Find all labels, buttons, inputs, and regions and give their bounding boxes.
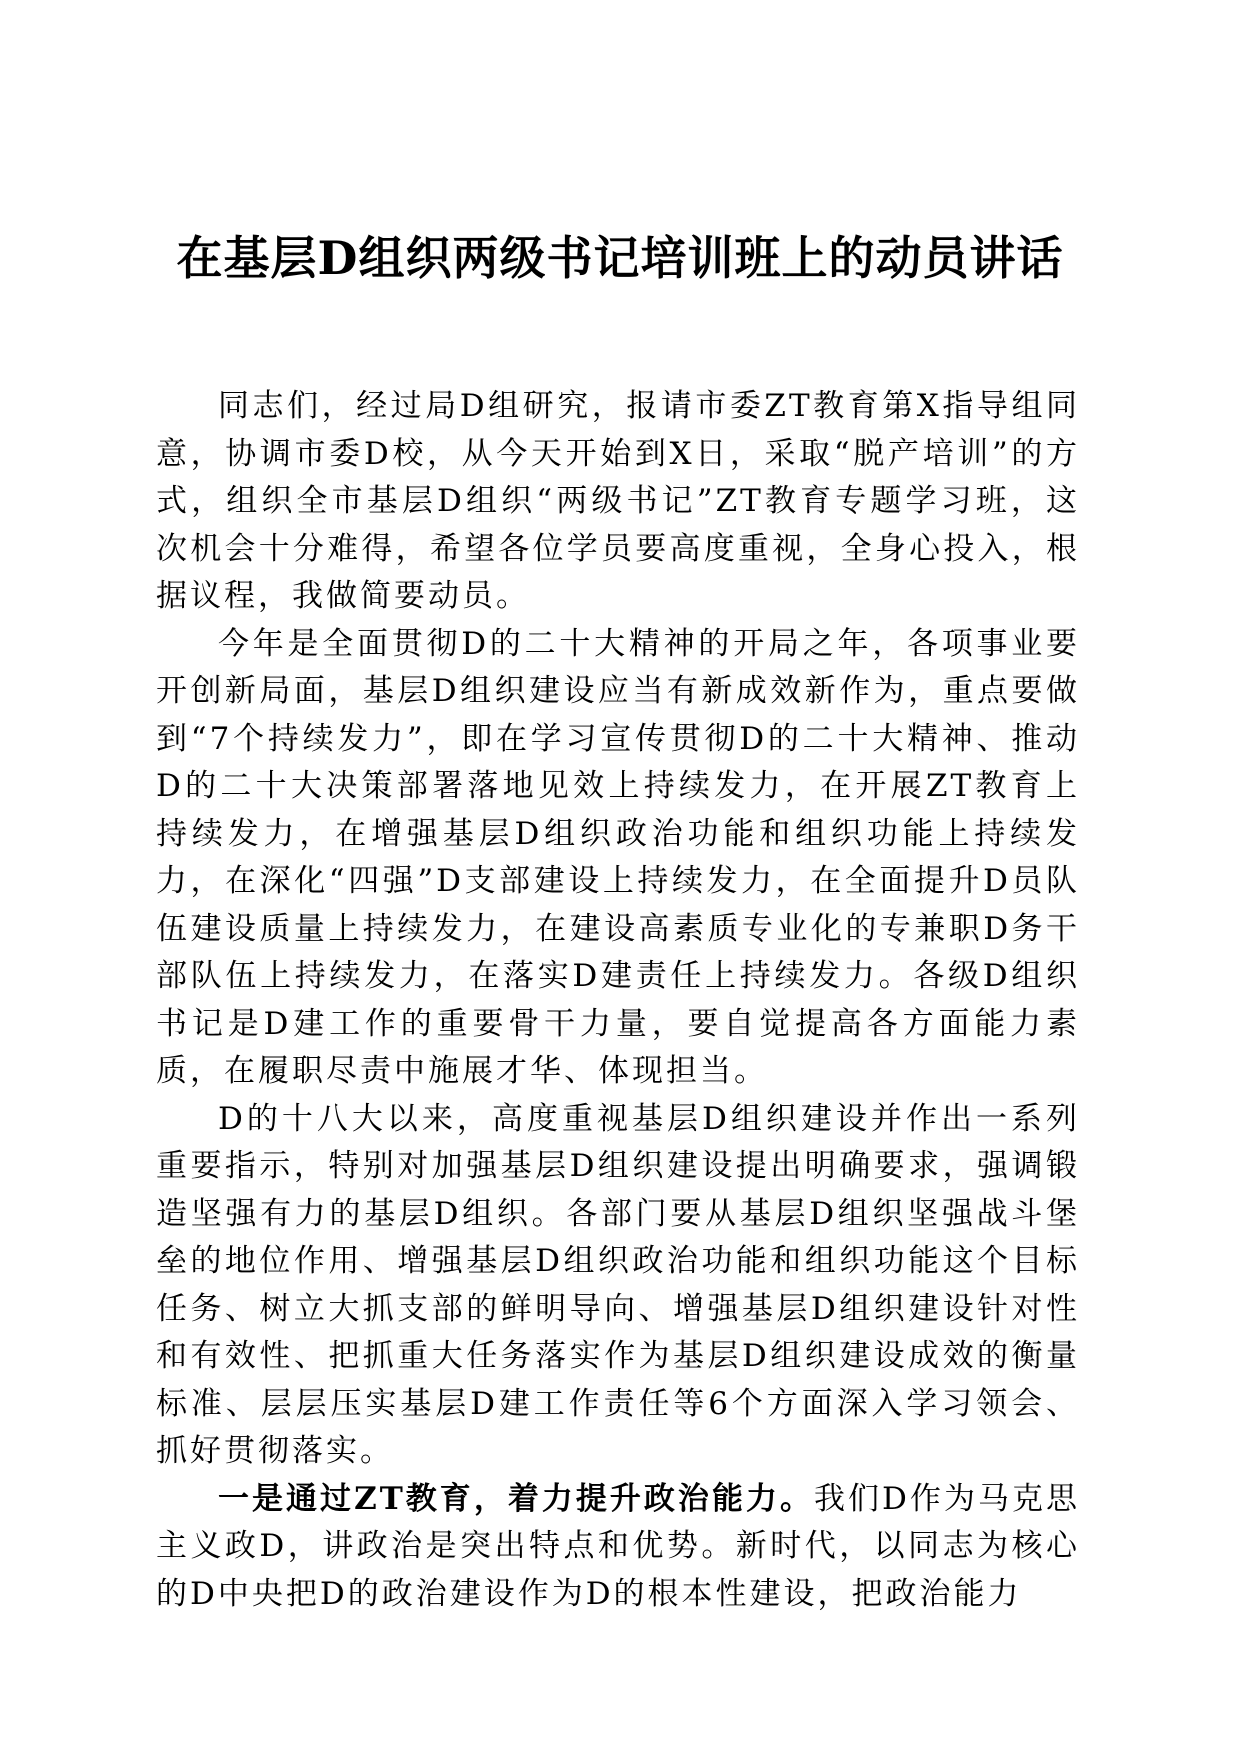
paragraph-opening xyxy=(156,383,1080,621)
paragraph-lead: 一是通过ZT教育，着力提升政治能力。 xyxy=(218,1480,815,1517)
paragraph-text: 同志们，经过局D组研究，报请市委ZT教育第X指导组同意，协调市委D校，从今天开始到X日，采取“脱产培训”的方式，组织全市基层D组织“两级书记”ZT教育专题学习班，这次机会十分难得，希望各位学员要高度重视，全身心投入，根据议程，我做简要动员。 xyxy=(156,388,1080,614)
document-title: 在基层D组织两级书记培训班上的动员讲话 xyxy=(176,231,1064,285)
document-body xyxy=(156,383,1080,1618)
paragraph-text: 今年是全面贯彻D的二十大精神的开局之年，各项事业要开创新局面，基层D组织建设应当有新成效新作为，重点要做到“7个持续发力”，即在学习宣传贯彻D的二十大精神、推动D的二十大决策部署落地见效上持续发力，在开展ZT教育上持续发力，在增强基层D组织政治功能和组织功能上持续发力，在深化“四强”D支部建设上持续发力，在全面提升D员队伍建设质量上持续发力，在建设高素质专业化的专兼职D务干部队伍上持续发力，在落实D建责任上持续发力。各级D组织书记是D建工作的重要骨干力量，要自觉提高各方面能力素质，在履职尽责中施展才华、体现担当。 xyxy=(156,625,1080,1089)
paragraph-eighteenth-congress xyxy=(156,1096,1080,1476)
paragraph-text: 我们D作为马克思主义政D，讲政治是突出特点和优势。新时代，以同志为核心的D中央把D的政治建设作为D的根本性建设，把政治能力 xyxy=(156,1480,1080,1612)
paragraph-text: D的十八大以来，高度重视基层D组织建设并作出一系列重要指示，特别对加强基层D组织建设提出明确要求，强调锻造坚强有力的基层D组织。各部门要从基层D组织坚强战斗堡垒的地位作用、增强基层D组织政治功能和组织功能这个目标任务、树立大抓支部的鲜明导向、增强基层D组织建设针对性和有效性、把抓重大任务落实作为基层D组织建设成效的衡量标准、层层压实基层D建工作责任等6个方面深入学习领会、抓好贯彻落实。 xyxy=(156,1100,1080,1469)
paragraph-seven-efforts xyxy=(156,621,1080,1096)
paragraph-political-ability xyxy=(156,1476,1080,1619)
